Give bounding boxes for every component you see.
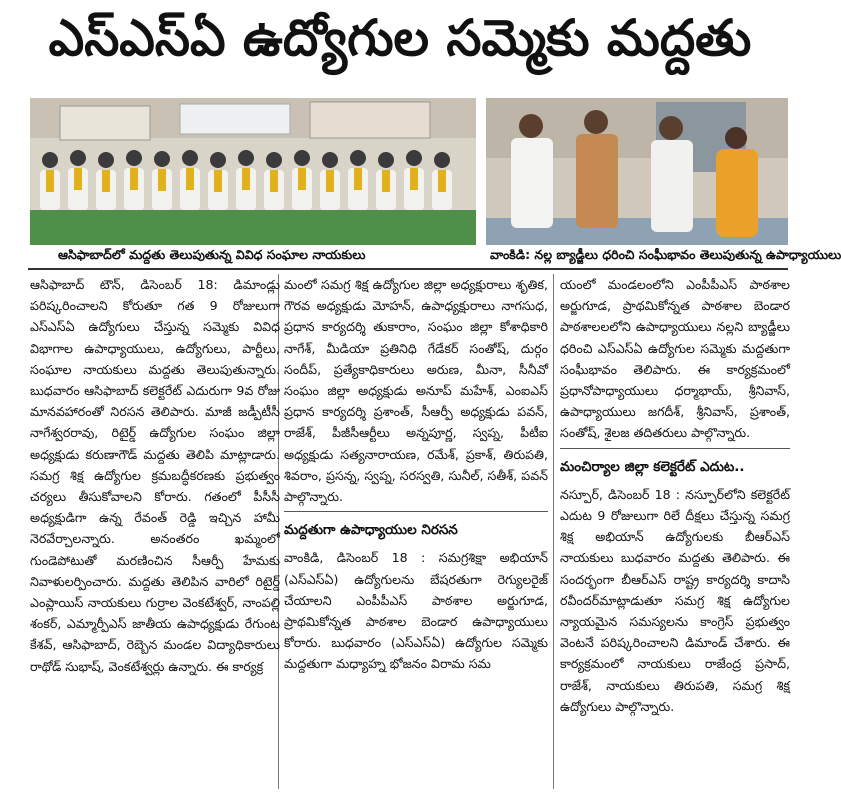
subheading-mancherial: మంచిర్యాల జిల్లా కలెక్టరేట్ ఎదుట.. xyxy=(560,458,745,475)
photo-caption-left: ఆసిఫాబాద్‌లో మద్దతు తెలుపుతున్న వివిధ సంఘాల నాయకులు xyxy=(58,247,366,262)
column-2-text: మంలో సమగ్ర శిక్ష ఉద్యోగుల జిల్లా అధ్యక్షురాలు శృతిక, గౌరవ అధ్యక్షుడు మోహన్, ఉపాధ్యక్షురాలు నాగసుధ, ప్రధాన కార్యదర్శి తుకారాం, సంఘం జిల్లా కోశాధికారి నాగేశ్, మీడియా ప్రతినిధి గేడేకర్ సంతోష్, దుర్గం సందీప్, ప్రత్యేకాధికారులు అరుణ, మీనా, సీనీవో సంఘం జిల్లా అధ్యక్షుడు అనూప్ మహేశ్, ఎంఐఎస్ ప్రధాన కార్యదర్శి ప్రశాంత్, సీఆర్పీ అధ్యక్షుడు పవన్, రాజేశ్, పీజీసీఆర్టీలు అన్నపూర్ణ, స్వప్న, పీటీఐ అధ్యక్షుడు సత్యనారాయణ, రమేశ్, ప్రకాశ్, తిరుపతి, శివరాం, ప్రసన్న, స్వప్న, సరస్వతి, సునీల్, సతీశ్, పవన్ పాల్గొన్నారు. xyxy=(284,277,548,505)
subheading-teachers-protest: మద్దతుగా ఉపాధ్యాయుల నిరసన xyxy=(284,522,458,539)
photo-caption-right: వాంకిడి: నల్ల బ్యాడ్జీలు ధరించి సంఘీభావం తెలుపుతున్న ఉపాధ్యాయులు xyxy=(490,247,841,262)
article-column-1 xyxy=(30,274,280,677)
article-column-2 xyxy=(284,274,548,675)
photo-asifabad-protest xyxy=(30,98,476,245)
article-column-3 xyxy=(560,274,790,717)
column-1-text: ఆసిఫాబాద్ టౌన్, డిసెంబర్ 18: డిమాండ్లు పరిష్కరించాలని కోరుతూ గత 9 రోజులుగా ఎస్ఎస్ఏ ఉద్యోగులు చేస్తున్న సమ్మెకు వివిధ విభాగాల ఉపాధ్యాయులు, ఉద్యోగులు, పార్టీలు, సంఘాల నాయకులు మద్దతు తెలుపుతున్నారు. బుధవారం ఆసిఫాబాద్ కలెక్టరేట్ ఎదురుగా 9వ రోజు మానవహారంతో నిరసన తెలిపారు. మాజీ జడ్పీటీసీ నాగేశ్వరరావు, రిటైర్డ్ ఉద్యోగుల సంఘం జిల్లా అధ్యక్షుడు కరుణాగౌడ్ మద్దతు తెలిపి మాట్లాడారు. సమగ్ర శిక్ష ఉద్యోగుల క్రమబద్ధీకరణకు ప్రభుత్వం చర్యలు తీసుకోవాలని కోరారు. గతంలో పీసీసీ అధ్యక్షుడిగా ఉన్న రేవంత్ రెడ్డి ఇచ్చిన హామీ నెరవేర్చాలన్నారు. అనంతరం ఖమ్మంలో గుండెపోటుతో మరణించిన సీఆర్పీ హేమకు నివాళులర్పించారు. మద్దతు తెలిపిన వారిలో రిటైర్డ్ ఎంప్లాయిస్ నాయకులు గుర్రాల వెంకటేశ్వర్, నాంపల్లి శంకర్, ఎమ్మార్పీఎస్ జాతీయ ఉపాధ్యక్షుడు రేగుంట కేశవ్, ఆసిఫాబాద్, రెబ్బెన మండల విద్యాధికారులు రాథోడ్ సుభాష్, వెంకటేశ్వర్లు ఉన్నారు. ఈ కార్యక్ర xyxy=(30,277,280,674)
column-divider-2 xyxy=(553,274,554,789)
caption-divider xyxy=(28,268,788,270)
headline: ఎస్ఎస్ఏ ఉద్యోగుల సమ్మెకు మద్దతు xyxy=(48,8,752,67)
photo-vankidi-teachers xyxy=(486,98,788,245)
column-2-text-2: వాంకిడి, డిసెంబర్ 18 : సమగ్రశిక్షా అభియాన్ (ఎస్ఎస్ఏ) ఉద్యోగులను బేషరతుగా రెగ్యులరైజ్ చేయాలని ఎంపీపీఎస్ పాఠశాల అర్జుగూడ, ప్రాథమికోన్నత పాఠశాల బెండార ఉపాధ్యాయులు కోరారు. బుధవారం (ఎస్ఎస్ఏ) ఉద్యోగుల సమ్మెకు మద్దతుగా మధ్యాహ్న భోజనం విరామ సమ xyxy=(284,550,548,672)
column-3-text: యంలో మండలంలోని ఎంపీపీఎస్ పాఠశాల అర్జుగూడ, ప్రాథమికోన్నత పాఠశాల బెండార పాఠశాలలలోని ఉపాధ్యాయులు నల్లని బ్యాడ్జీలు ధరించి ఎస్ఎస్ఏ ఉద్యోగుల సమ్మెకు మద్దతుగా సంఘీభావం తెలిపారు. ఈ కార్యక్రమంలో ప్రధానోపాధ్యాయులు ధర్మాభాయ్, శ్రీనివాస్, ఉపాధ్యాయులు జగదీశ్, శ్రీనివాస్, ప్రశాంత్, సంతోష్, శైలజ తదితరులు పాల్గొన్నారు. xyxy=(560,277,790,441)
section-divider xyxy=(284,511,548,512)
section-divider xyxy=(560,448,790,449)
column-3-text-2: నస్పూర్, డిసెంబర్ 18 : నస్పూర్‌లోని కలెక్టరేట్ ఎదుట 9 రోజులుగా రిలే దీక్షలు చేస్తున్న సమగ్ర శిక్ష అభియాన్ ఉద్యోగులకు బీఆర్ఎస్ నాయకులు బుధవారం మద్దతు తెలిపారు. ఈ సందర్భంగా బీఆర్ఎస్ రాష్ట్ర కార్యదర్శి కాదాసి రవీందర్‌మాట్లాడుతూ సమగ్ర శిక్ష ఉద్యోగుల న్యాయమైన సమస్యలను కాంగ్రెస్ ప్రభుత్వం వెంటనే పరిష్కరించాలని డిమాండ్ చేశారు. ఈ కార్యక్రమంలో నాయకులు రాజేంద్ర ప్రసాద్, రాజేశ్, నాయకులు తిరుపతి, సమగ్ర శిక్ష ఉద్యోగులు పాల్గొన్నారు. xyxy=(560,486,790,714)
